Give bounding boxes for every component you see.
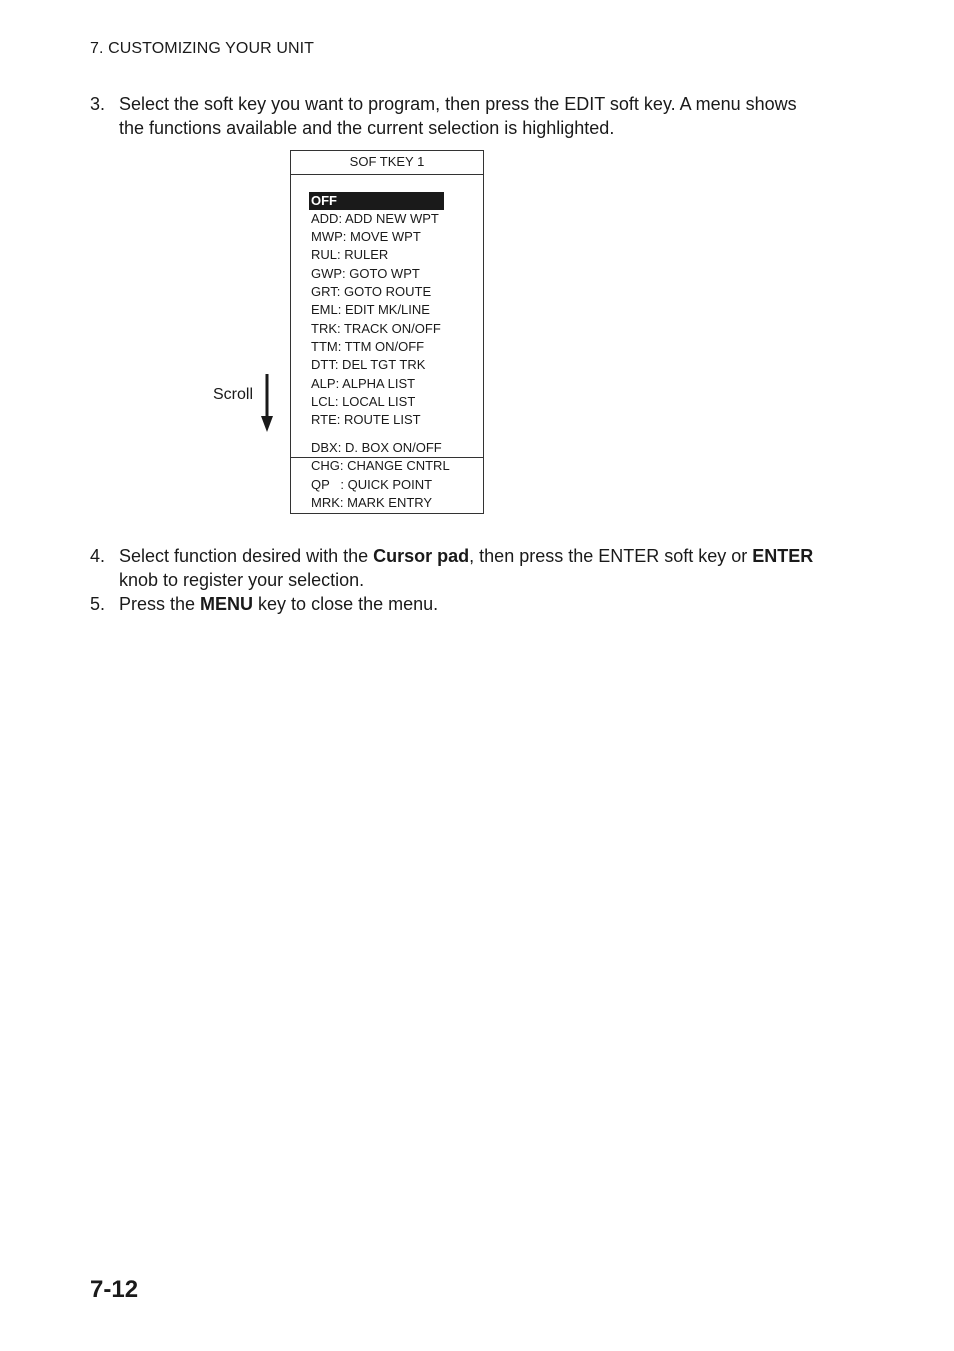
menu-item[interactable]: TRK: TRACK ON/OFF bbox=[311, 321, 441, 336]
menu-item-offscreen: CHG: CHANGE CNTRL bbox=[311, 458, 450, 473]
menu-item-offscreen: MRK: MARK ENTRY bbox=[311, 495, 433, 510]
menu-item-list bbox=[291, 151, 483, 513]
enter-knob-term: ENTER bbox=[752, 546, 814, 566]
menu-item[interactable]: MWP: MOVE WPT bbox=[311, 229, 421, 244]
step-number: 5. bbox=[90, 594, 106, 614]
step-text-line-1 bbox=[119, 544, 813, 568]
menu-item-selected[interactable]: OFF bbox=[309, 192, 444, 210]
menu-item[interactable]: EML: EDIT MK/LINE bbox=[311, 302, 430, 317]
menu-item[interactable]: TTM: TTM ON/OFF bbox=[311, 339, 425, 354]
step-number: 3. bbox=[90, 94, 106, 114]
step-text-line-1 bbox=[119, 592, 438, 616]
cursor-pad-term: Cursor pad bbox=[373, 546, 470, 566]
menu-item-offscreen: QP : QUICK POINT bbox=[311, 477, 433, 492]
step-text-line-2: the functions available and the current selection is highlighted. bbox=[119, 118, 615, 138]
softkey-menu-figure bbox=[290, 150, 484, 514]
step-text: Press the bbox=[119, 594, 201, 614]
down-arrow-icon bbox=[259, 372, 275, 434]
menu-item[interactable]: DTT: DEL TGT TRK bbox=[311, 357, 426, 372]
page-number: 7-12 bbox=[90, 1276, 139, 1303]
menu-item[interactable]: RUL: RULER bbox=[311, 247, 389, 262]
step-text: , then press the ENTER soft key or bbox=[469, 546, 753, 566]
menu-title: SOF TKEY 1 bbox=[291, 151, 483, 175]
menu-item[interactable]: GWP: GOTO WPT bbox=[311, 266, 420, 281]
step-text: key to close the menu. bbox=[253, 594, 439, 614]
menu-key-term: MENU bbox=[200, 594, 254, 614]
scroll-label: Scroll bbox=[213, 386, 254, 403]
step-text-line-1: Select the soft key you want to program, then press the EDIT soft key. A menu shows bbox=[119, 94, 797, 114]
step-text-line-2: knob to register your selection. bbox=[119, 570, 365, 590]
menu-item[interactable]: GRT: GOTO ROUTE bbox=[311, 284, 432, 299]
step-text: Select function desired with the bbox=[119, 546, 374, 566]
menu-item[interactable]: ALP: ALPHA LIST bbox=[311, 376, 416, 391]
menu-item[interactable]: ADD: ADD NEW WPT bbox=[311, 211, 439, 226]
menu-item[interactable]: RTE: ROUTE LIST bbox=[311, 412, 421, 427]
menu-item[interactable]: DBX: D. BOX ON/OFF bbox=[311, 440, 442, 455]
running-head: 7. CUSTOMIZING YOUR UNIT bbox=[90, 40, 315, 57]
step-number: 4. bbox=[90, 546, 106, 566]
menu-item[interactable]: LCL: LOCAL LIST bbox=[311, 394, 416, 409]
